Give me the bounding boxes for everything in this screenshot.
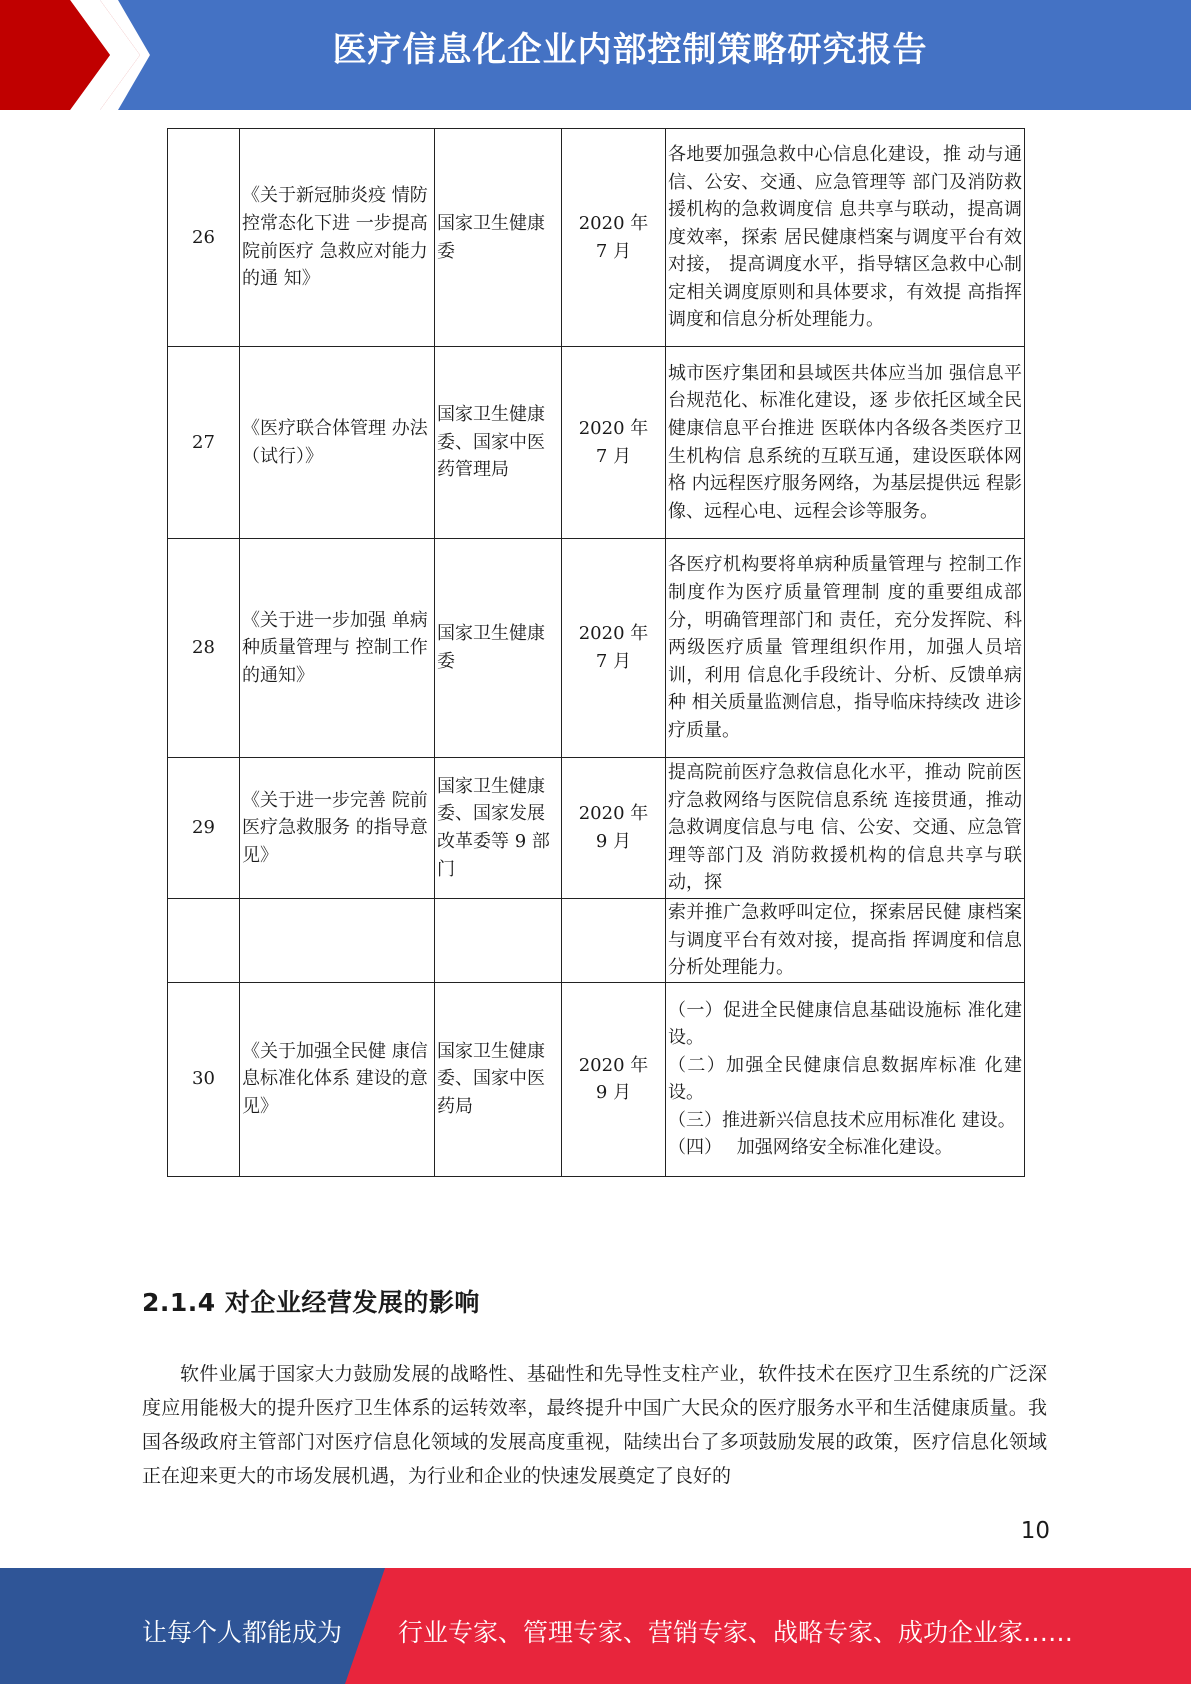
date-year: 2020 年 bbox=[578, 417, 649, 439]
table-row bbox=[168, 758, 1025, 899]
table-row bbox=[168, 129, 1025, 347]
date-month: 9 月 bbox=[595, 831, 632, 852]
issuer bbox=[435, 899, 562, 983]
issue-date bbox=[562, 347, 666, 539]
row-number: 30 bbox=[168, 982, 240, 1176]
section-heading: 2.1.4 对企业经营发展的影响 bbox=[142, 1288, 480, 1317]
issuer: 国家卫生健康委、国家发展改革委等 9 部门 bbox=[435, 758, 562, 899]
issue-date bbox=[562, 758, 666, 899]
row-number: 27 bbox=[168, 347, 240, 539]
date-year: 2020 年 bbox=[578, 1054, 649, 1076]
policy-content: 各医疗机构要将单病种质量管理与 控制工作制度作为医疗质量管理制 度的重要组成部分，明确管理部门和 责任，充分发挥院、科两级医疗质量 管理组织作用，加强人员培训，利用 信息化手段统计、分析、反馈单病种 相关质量监测信息，指导临床持续改 进诊疗质量。 bbox=[666, 539, 1025, 758]
report-title: 医疗信息化企业内部控制策略研究报告 bbox=[332, 30, 928, 70]
page-footer bbox=[0, 1568, 1191, 1684]
body-paragraph: 软件业属于国家大力鼓励发展的战略性、基础性和先导性支柱产业，软件技术在医疗卫生系统的广泛深度应用能极大的提升医疗卫生体系的运转效率，最终提升中国广大民众的医疗服务水平和生活健康质量。我国各级政府主管部门对医疗信息化领域的发展高度重视，陆续出台了多项鼓励发展的政策，医疗信息化领域正在迎来更大的市场发展机遇，为行业和企业的快速发展奠定了良好的 bbox=[142, 1363, 1047, 1487]
policy-name: 《关于进一步加强 单病种质量管理与 控制工作的通知》 bbox=[240, 539, 435, 758]
date-year: 2020 年 bbox=[578, 623, 649, 645]
issue-date bbox=[562, 982, 666, 1176]
policy-name: 《关于加强全民健 康信息标准化体系 建设的意见》 bbox=[240, 982, 435, 1176]
row-number: 26 bbox=[168, 129, 240, 347]
row-number: 28 bbox=[168, 539, 240, 758]
policy-name bbox=[240, 899, 435, 983]
policy-content: 城市医疗集团和县域医共体应当加 强信息平台规范化、标准化建设，逐 步依托区域全民健康信息平台推进 医联体内各级各类医疗卫生机构信 息系统的互联互通，建设医联体网格 内远程医疗服务网络，为基层提供远 程影像、远程心电、远程会诊等服务。 bbox=[666, 347, 1025, 539]
header-chevron-decoration bbox=[0, 0, 150, 110]
page-number: 10 bbox=[1020, 1518, 1050, 1544]
row-number: 29 bbox=[168, 758, 240, 899]
page-header bbox=[0, 0, 1191, 110]
footer-slogan-left: 让每个人都能成为 bbox=[142, 1618, 343, 1647]
issuer: 国家卫生健康委 bbox=[435, 129, 562, 347]
policy-content: 索并推广急救呼叫定位，探索居民健 康档案与调度平台有效对接，提高指 挥调度和信息分析处理能力。 bbox=[666, 899, 1025, 983]
date-month: 7 月 bbox=[595, 651, 632, 672]
date-month: 7 月 bbox=[595, 240, 632, 262]
policy-name: 《医疗联合体管理 办法（试行）》 bbox=[240, 347, 435, 539]
date-month: 9 月 bbox=[595, 1082, 632, 1104]
table-row bbox=[168, 347, 1025, 539]
policy-content: 提高院前医疗急救信息化水平，推动 院前医疗急救网络与医院信息系统 连接贯通，推动急救调度信息与电 信、公安、交通、应急管理等部门及 消防救援机构的信息共享与联动，探 bbox=[666, 758, 1025, 899]
policy-content: （一）促进全民健康信息基础设施标 准化建设。 （二）加强全民健康信息数据库标准 化建设。 （三）推进新兴信息技术应用标准化 建设。 （四） 加强网络安全标准化建设。 bbox=[666, 982, 1025, 1176]
table-row bbox=[168, 539, 1025, 758]
date-year: 2020 年 bbox=[578, 803, 649, 825]
policy-table bbox=[167, 128, 1025, 1177]
issuer: 国家卫生健康委、国家中医药局 bbox=[435, 982, 562, 1176]
row-number bbox=[168, 899, 240, 983]
policy-name: 《关于新冠肺炎疫 情防控常态化下进 一步提高院前医疗 急救应对能力的通 知》 bbox=[240, 129, 435, 347]
table-row bbox=[168, 899, 1025, 983]
policy-name: 《关于进一步完善 院前医疗急救服务 的指导意见》 bbox=[240, 758, 435, 899]
footer-slogan-right: 行业专家、管理专家、营销专家、战略专家、成功企业家…… bbox=[398, 1618, 1074, 1647]
issue-date bbox=[562, 129, 666, 347]
policy-content: 各地要加强急救中心信息化建设，推 动与通信、公安、交通、应急管理等 部门及消防救援机构的急救调度信 息共享与联动，提高调度效率，探索 居民健康档案与调度平台有效对接， 提高调度水平，指导辖区急救中心制 定相关调度原则和具体要求，有效提 高指挥调度和信息分析处理能力。 bbox=[666, 129, 1025, 347]
issue-date bbox=[562, 899, 666, 983]
date-year: 2020 年 bbox=[578, 212, 649, 234]
issue-date bbox=[562, 539, 666, 758]
issuer: 国家卫生健康委、国家中医药管理局 bbox=[435, 347, 562, 539]
table-row bbox=[168, 982, 1025, 1176]
issuer: 国家卫生健康委 bbox=[435, 539, 562, 758]
date-month: 7 月 bbox=[595, 445, 632, 467]
